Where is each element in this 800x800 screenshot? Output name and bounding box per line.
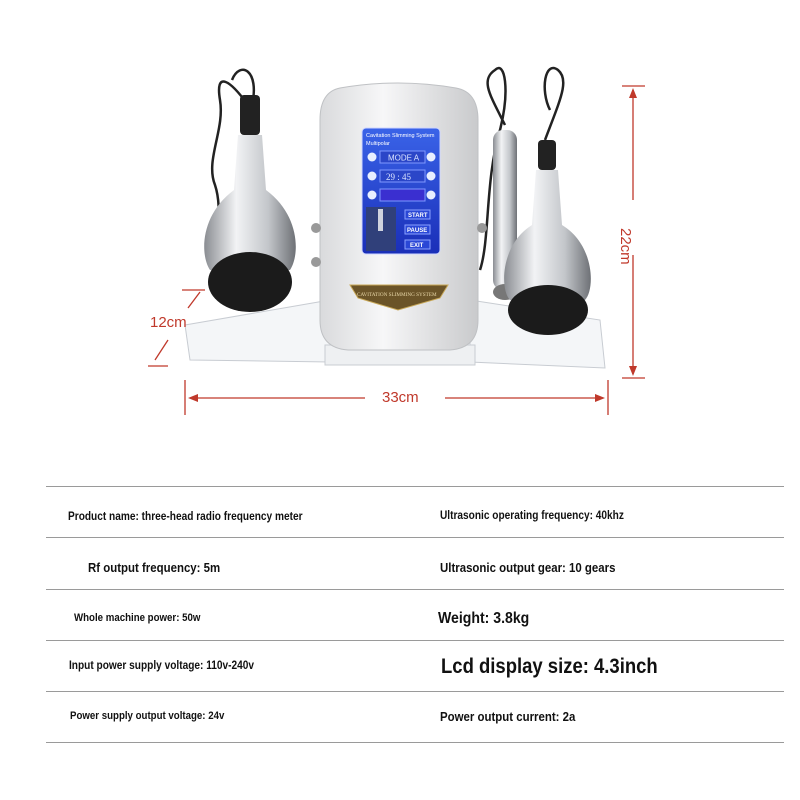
divider [46, 640, 784, 641]
spec-machine-power: Whole machine power: 50w [74, 612, 201, 624]
timer-down-button[interactable] [368, 172, 377, 181]
spec-product-name: Product name: three-head radio frequency meter [68, 511, 303, 523]
width-dimension-label: 33cm [382, 389, 419, 406]
spec-rf-frequency: Rf output frequency: 5m [88, 560, 221, 575]
mode-down-button[interactable] [368, 153, 377, 162]
spec-lcd-size: Lcd display size: 4.3inch [441, 655, 658, 678]
height-dimension-label: 22cm [617, 228, 634, 265]
mode-display: MODE A [388, 153, 420, 163]
divider [46, 486, 784, 487]
badge-text: CAVITATION SLIMMING SYSTEM [357, 292, 437, 298]
timer-up-button[interactable] [427, 172, 436, 181]
level-down-button[interactable] [368, 191, 377, 200]
mode-up-button[interactable] [427, 153, 436, 162]
spec-ultrasonic-frequency: Ultrasonic operating frequency: 40khz [440, 510, 624, 522]
divider [46, 691, 784, 692]
spec-input-voltage: Input power supply voltage: 110v-240v [69, 660, 255, 672]
level-up-button[interactable] [427, 191, 436, 200]
spec-output-current: Power output current: 2a [440, 709, 576, 724]
pause-label: PAUSE [407, 228, 428, 234]
exit-label: EXIT [410, 243, 424, 249]
screen-subtitle: Multipolar [366, 141, 390, 147]
spec-ultrasonic-gear: Ultrasonic output gear: 10 gears [440, 560, 616, 575]
start-label: START [408, 213, 428, 219]
divider [46, 537, 784, 538]
depth-dimension-label: 12cm [150, 314, 187, 331]
right-handpiece [504, 140, 591, 335]
main-unit [311, 83, 487, 350]
divider [46, 589, 784, 590]
divider [46, 742, 784, 743]
timer-display: 29 : 45 [386, 172, 412, 182]
screen-title: Cavitation Slimming System [366, 133, 435, 139]
level-bar [380, 189, 425, 201]
spec-output-voltage: Power supply output voltage: 24v [70, 710, 225, 722]
spec-weight: Weight: 3.8kg [438, 610, 530, 627]
